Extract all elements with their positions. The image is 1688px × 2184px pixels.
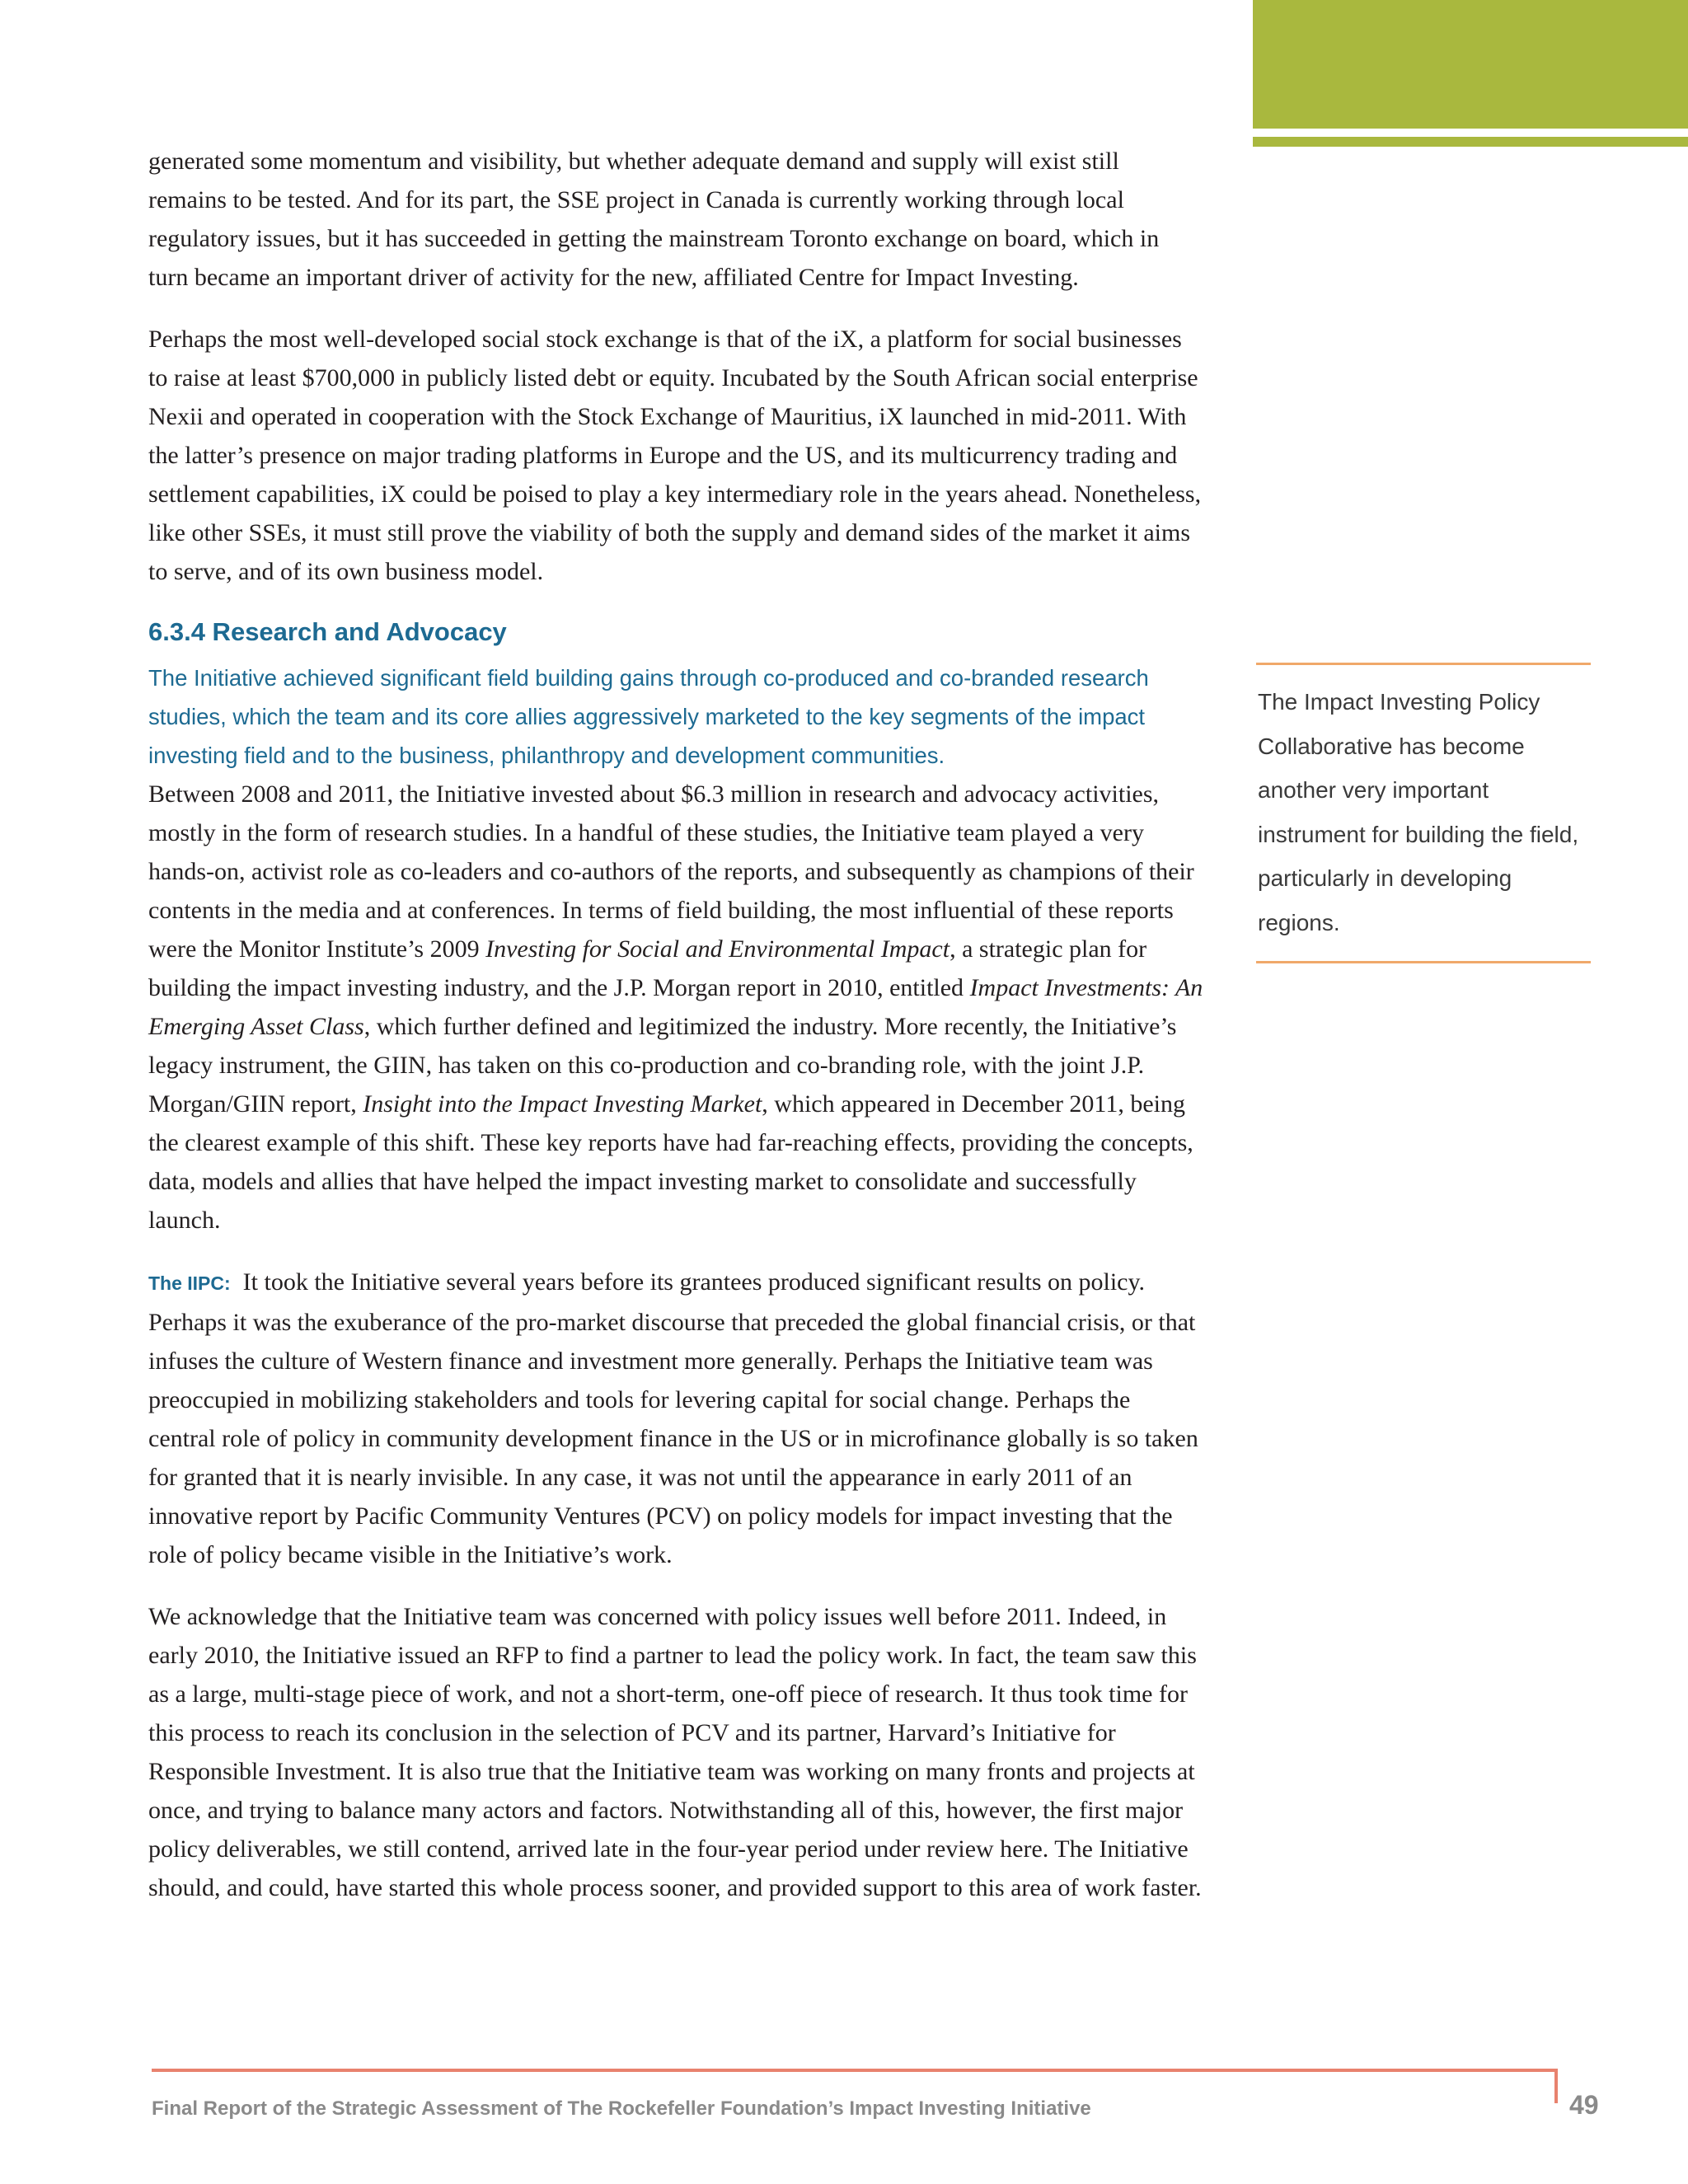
- footer-rule: [152, 2069, 1558, 2072]
- body-paragraph-1: generated some momentum and visibility, but whether adequate demand and supply will exist still remains to be tested. And for its part, the SSE project in Canada is currently working through local regulatory issues, but it has succeeded in getting the mainstream Toronto exchange on board, which in turn became an important driver of activity for the new, affiliated Centre for Impact Investing.: [148, 148, 1160, 291]
- footer-rule-tick: [1554, 2069, 1558, 2103]
- paragraph-3-part-b: , a strategic plan for building the impact investing industry, and the J.P. Morgan report in 2010, entitled: [148, 935, 1147, 1001]
- footer-title: Final Report of the Strategic Assessment of The Rockefeller Foundation’s Impact Investing Initiative: [152, 2097, 1091, 2120]
- body-paragraph-2: Perhaps the most well-developed social stock exchange is that of the iX, a platform for social businesses to raise at least $700,000 in publicly listed debt or equity. Incubated by the South African social enterprise Nexii and operated in cooperation with the Stock Exchange of Mauritius, iX launched in mid-2011. With the latter’s presence on major trading platforms in Europe and the US, and its multicurrency trading and settlement capabilities, iX could be poised to play a key intermediary role in the years ahead. Nonetheless, like other SSEs, it must still prove the viability of both the supply and demand sides of the market it aims to serve, and of its own business model.: [148, 326, 1202, 585]
- body-paragraph-3: [148, 775, 1203, 1240]
- corner-accent-block: [1253, 0, 1688, 129]
- corner-accent-bar: [1253, 137, 1688, 147]
- paragraph-3-part-d: , which appeared in December 2011, being the clearest example of this shift. These key reports have had far-reaching effects, providing the concepts, data, models and allies that have helped the impact investing market to consolidate and successfully launch.: [148, 1090, 1193, 1234]
- report-title-giin: Insight into the Impact Investing Market: [363, 1090, 762, 1118]
- section-lead: The Initiative achieved significant field building gains through co-produced and co-branded research studies, which the team and its core allies aggressively marketed to the key segments of the impact investing field and to the business, philanthropy and development communities.: [148, 665, 1149, 768]
- report-title-monitor: Investing for Social and Environmental Impact: [485, 935, 950, 963]
- page-number: 49: [1569, 2090, 1599, 2120]
- paragraph-3-part-a: Between 2008 and 2011, the Initiative invested about $6.3 million in research and advocacy activities, mostly in the form of research studies. In a handful of these studies, the Initiative team played a very hands-on, activist role as co-leaders and co-authors of the reports, and subsequently as champions of their contents in the media and at conferences. In terms of field building, the most influential of these reports were the Monitor Institute’s 2009: [148, 780, 1194, 963]
- pull-quote-text: The Impact Investing Policy Collaborative has become another very important instrument for building the field, particularly in developing regions.: [1258, 689, 1579, 935]
- body-paragraph-4: [148, 1263, 1203, 1574]
- section-heading: 6.3.4 Research and Advocacy: [148, 617, 507, 646]
- pull-quote: [1256, 663, 1591, 963]
- body-paragraph-5: We acknowledge that the Initiative team was concerned with policy issues well before 2011. Indeed, in early 2010, the Initiative issued an RFP to find a partner to lead the policy work. In fact, the team saw this as a large, multi-stage piece of work, and not a short-term, one-off piece of research. It thus took time for this process to reach its conclusion in the selection of PCV and its partner, Harvard’s Initiative for Responsible Investment. It is also true that the Initiative team was working on many fronts and projects at once, and trying to balance many actors and factors. Notwithstanding all of this, however, the first major policy deliverables, we still contend, arrived late in the four-year period under review here. The Initiative should, and could, have started this whole process sooner, and provided support to this area of work faster.: [148, 1603, 1202, 1901]
- paragraph-3-part-c: , which further defined and legitimized the industry. More recently, the Initiative’s legacy instrument, the GIIN, has taken on this co-production and co-branding role, with the joint J.P. Morgan/GIIN report,: [148, 1013, 1177, 1118]
- paragraph-4-text: It took the Initiative several years before its grantees produced significant results on policy. Perhaps it was the exuberance of the pro-market discourse that preceded the global financial crisis, or that infuses the culture of Western finance and investment more generally. Perhaps the Initiative team was preoccupied in mobilizing stakeholders and tools for levering capital for social change. Perhaps the central role of policy in community development finance in the US or in microfinance globally is so taken for granted that it is nearly invisible. In any case, it was not until the appearance in early 2011 of an innovative report by Pacific Community Ventures (PCV) on policy models for impact investing that the role of policy became visible in the Initiative’s work.: [148, 1268, 1198, 1568]
- main-column: [148, 142, 1203, 1930]
- report-title-jpmorgan: Impact Investments: An Emerging Asset Class: [148, 974, 1203, 1040]
- iipc-runin-label: The IIPC:: [148, 1272, 231, 1294]
